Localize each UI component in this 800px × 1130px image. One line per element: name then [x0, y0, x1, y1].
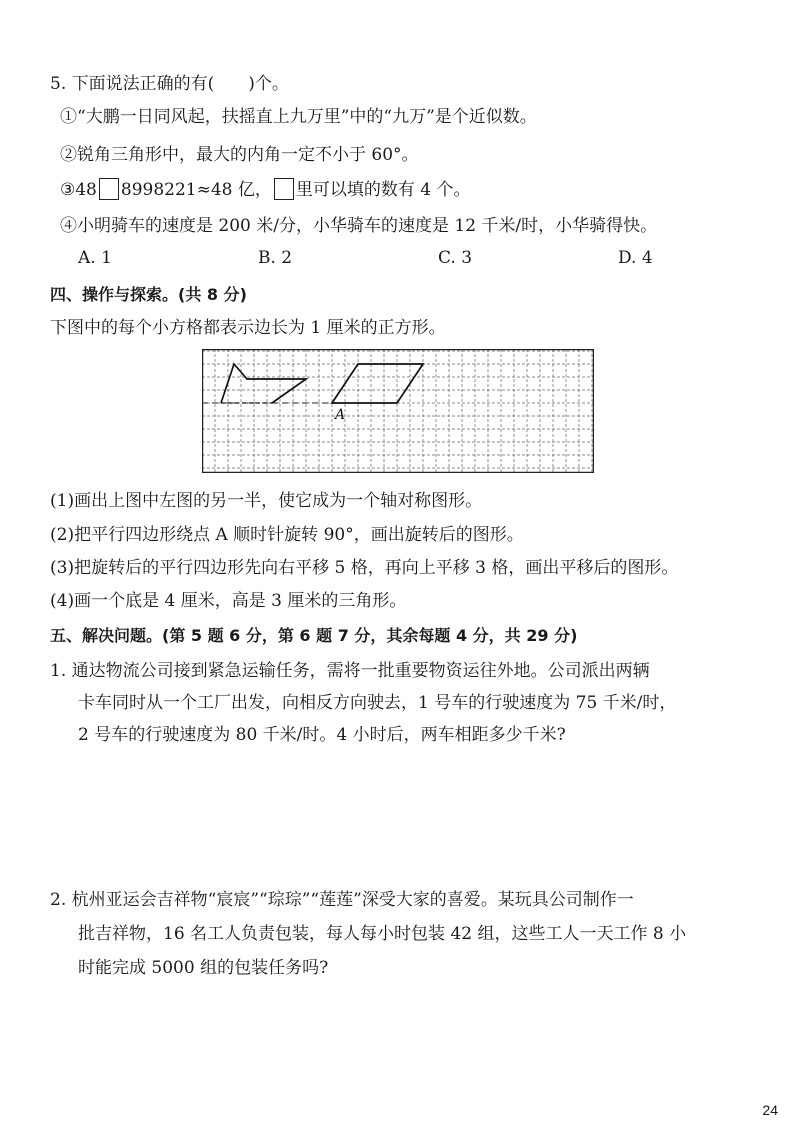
q5-option-a[interactable]: A. 1	[78, 248, 112, 268]
q5-stem: 5. 下面说法正确的有( )个。	[50, 74, 289, 94]
grid-border	[203, 350, 594, 473]
q5-option-d[interactable]: D. 4	[618, 248, 653, 268]
q5-item-1: ①“大鹏一日同风起，扶摇直上九万里”中的“九万”是个近似数。	[60, 107, 537, 127]
blank-box[interactable]	[99, 178, 119, 200]
problem-1-line-3: 2 号车的行驶速度为 80 千米/时。4 小时后，两车相距多少千米?	[78, 725, 566, 745]
q5-item-3-suffix: 里可以填的数有 4 个。	[295, 180, 471, 200]
q5-item-3-prefix: ③48	[60, 180, 97, 200]
blank-box[interactable]	[274, 178, 294, 200]
problem-1-line-2: 卡车同时从一个工厂出发，向相反方向驶去，1 号车的行驶速度为 75 千米/时，	[78, 693, 677, 713]
point-a-label: A	[335, 407, 346, 423]
problem-2-line-1: 2. 杭州亚运会吉祥物“宸宸”“琮琮”“莲莲”深受大家的喜爱。某玩具公司制作一	[50, 890, 634, 910]
task-2: (2)把平行四边形绕点 A 顺时针旋转 90°，画出旋转后的图形。	[50, 525, 524, 545]
task-1: (1)画出上图中左图的另一半，使它成为一个轴对称图形。	[50, 491, 483, 511]
problem-2-line-2: 批吉祥物，16 名工人负责包装，每人每小时包装 42 组，这些工人一天工作 8 小	[78, 924, 687, 944]
section-5-title: 五、解决问题。(第 5 题 6 分，第 6 题 7 分，其余每题 4 分，共 29 分)	[50, 626, 578, 645]
problem-1-line-1: 1. 通达物流公司接到紧急运输任务，需将一批重要物资运往外地。公司派出两辆	[50, 661, 650, 681]
q5-item-2: ②锐角三角形中，最大的内角一定不小于 60°。	[60, 145, 419, 165]
problem-2-line-3: 时能完成 5000 组的包装任务吗?	[78, 958, 329, 978]
q5-option-c[interactable]: C. 3	[438, 248, 473, 268]
q5-item-3-middle: 8998221≈48 亿，	[120, 180, 272, 200]
q5-item-3	[60, 178, 471, 202]
q5-option-b[interactable]: B. 2	[258, 248, 293, 268]
parallelogram	[332, 364, 423, 403]
q5-item-4: ④小明骑车的速度是 200 米/分，小华骑车的速度是 12 千米/时，小华骑得快。	[60, 216, 658, 236]
task-3: (3)把旋转后的平行四边形先向右平移 5 格，再向上平移 3 格，画出平移后的图形。	[50, 558, 679, 578]
section-4-intro: 下图中的每个小方格都表示边长为 1 厘米的正方形。	[50, 318, 446, 338]
page-number: 24	[762, 1102, 778, 1118]
section-4-title: 四、操作与探索。(共 8 分)	[50, 285, 247, 304]
task-4: (4)画一个底是 4 厘米，高是 3 厘米的三角形。	[50, 591, 407, 611]
square-grid	[202, 349, 594, 473]
